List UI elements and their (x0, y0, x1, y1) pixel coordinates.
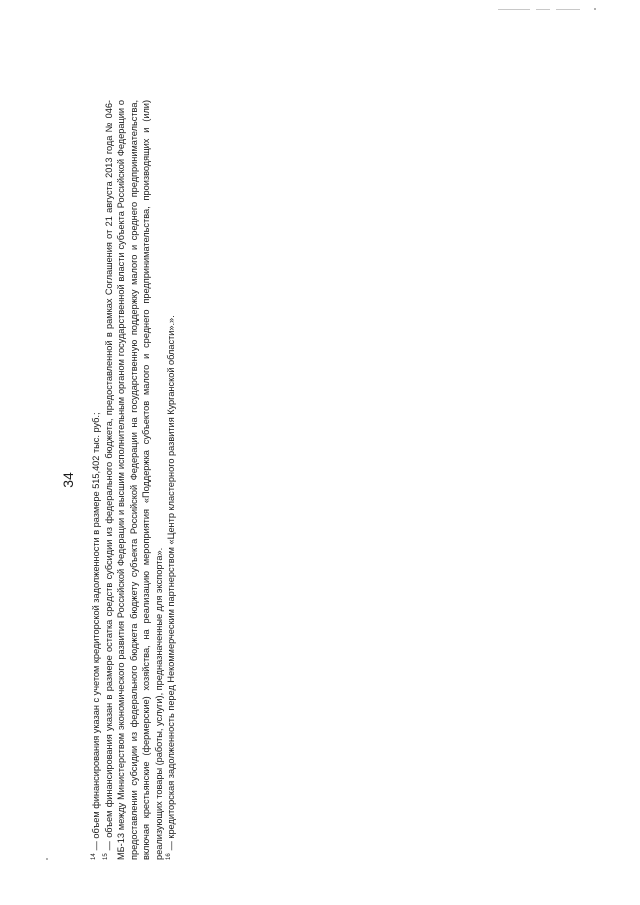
footnote-mark: 14 (90, 853, 97, 860)
scan-artifact (498, 9, 530, 10)
page-number: 34 (60, 472, 76, 488)
footnote-mark: 16 (165, 853, 172, 860)
footnote-text: — объем финансирования указан в размере остатка средств субсидии из федерального бюджета, предоставленной в рамках Соглашения от 21 августа 2013 года № 046-МБ-13 между Министерством экономического развития Российской Федерации и высшим исполнительным органом государственной власти субъекта Российской Федерации о предоставлении субсидии из федерального бюджета бюджету субъекта Российской Федерации на государственную поддержку малого и среднего предпринимательства, включая крестьянские (фермерские) хозяйства, на реализацию мероприятия «Поддержка субъектов малого и среднего предпринимательства, производящих и (или) реализующих товары (работы, услуги), предназначенные для экспорта». (103, 100, 164, 860)
footnote-15 (103, 100, 166, 860)
scan-artifact (46, 858, 48, 860)
footnote-text: — кредиторская задолженность перед Некоммерческим партнерством «Центр кластерного развития Курганской области».». (166, 315, 176, 851)
scan-artifact (556, 9, 580, 10)
footnote-14 (90, 100, 103, 860)
footnote-16 (165, 100, 178, 860)
footnote-text: — объем финансирования указан с учетом кредиторской задолженности в размере 515,402 тыс. руб.; (91, 412, 101, 851)
footnotes (90, 100, 178, 860)
footnote-mark: 15 (103, 853, 110, 860)
scan-artifact (594, 8, 596, 10)
rotated-content (60, 100, 220, 860)
scan-artifact (536, 9, 550, 10)
